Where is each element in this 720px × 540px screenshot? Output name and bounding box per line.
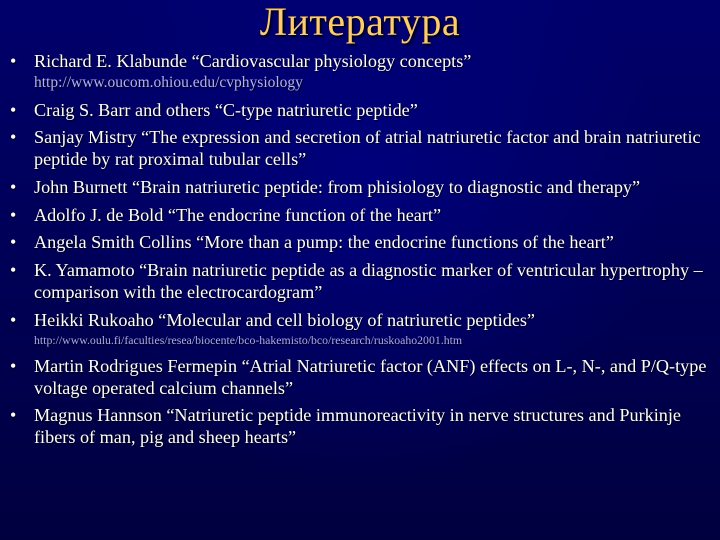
- list-item: [10, 231, 716, 253]
- bullet-icon: •: [10, 260, 17, 281]
- bullet-icon: •: [10, 177, 17, 198]
- reference-text: John Burnett “Brain natriuretic peptide: from phisiology to diagnostic and therapy”: [34, 177, 641, 198]
- reference-text: K. Yamamoto “Brain natriuretic peptide as a diagnostic marker of ventricular hypertrophy – comparison with the electrocardogram”: [34, 260, 703, 303]
- reference-link[interactable]: http://www.oulu.fi/faculties/resea/biocente/bco-hakemisto/bco/research/ruskoaho2001.htm: [34, 332, 463, 347]
- reference-text: Craig S. Barr and others “C-type natriuretic peptide”: [34, 99, 418, 120]
- reference-text: Angela Smith Collins “More than a pump: the endocrine functions of the heart”: [34, 232, 614, 253]
- list-item: [10, 204, 716, 226]
- list-item: [10, 99, 716, 121]
- reference-text: Richard E. Klabunde “Cardiovascular physiology concepts”: [34, 51, 472, 71]
- reference-text: Heikki Rukoaho “Molecular and cell biology of natriuretic peptides”: [34, 309, 536, 330]
- list-item: [10, 176, 716, 198]
- reference-text: Sanjay Mistry “The expression and secretion of atrial natriuretic factor and brain natriuretic peptide by rat proximal tubular cells”: [34, 127, 701, 170]
- reference-text: Martin Rodrigues Fermepin “Atrial Natriuretic factor (ANF) effects on L-, N-, and P/Q-type voltage operated calcium channels”: [34, 355, 707, 398]
- reference-text: Adolfo J. de Bold “The endocrine function of the heart”: [34, 204, 442, 225]
- list-item: [10, 309, 716, 349]
- list-item: [10, 259, 716, 303]
- bullet-icon: •: [10, 309, 17, 330]
- bullet-icon: •: [10, 51, 17, 71]
- bullet-icon: •: [10, 355, 17, 376]
- list-item: [10, 355, 716, 399]
- reference-list: [10, 50, 716, 454]
- slide-title: Литература: [259, 0, 461, 44]
- bullet-icon: •: [10, 204, 17, 225]
- reference-text: Magnus Hannson “Natriuretic peptide immunoreactivity in nerve structures and Purkinje fibers of man, pig and sheep hearts”: [34, 405, 681, 448]
- bullet-icon: •: [10, 127, 17, 148]
- bullet-icon: •: [10, 405, 17, 426]
- reference-link[interactable]: http://www.oucom.ohiou.edu/cvphysiology: [34, 74, 303, 91]
- bullet-icon: •: [10, 232, 17, 253]
- list-item: [10, 126, 716, 170]
- list-item: [10, 404, 716, 448]
- bullet-icon: •: [10, 99, 17, 120]
- list-item: [10, 50, 716, 93]
